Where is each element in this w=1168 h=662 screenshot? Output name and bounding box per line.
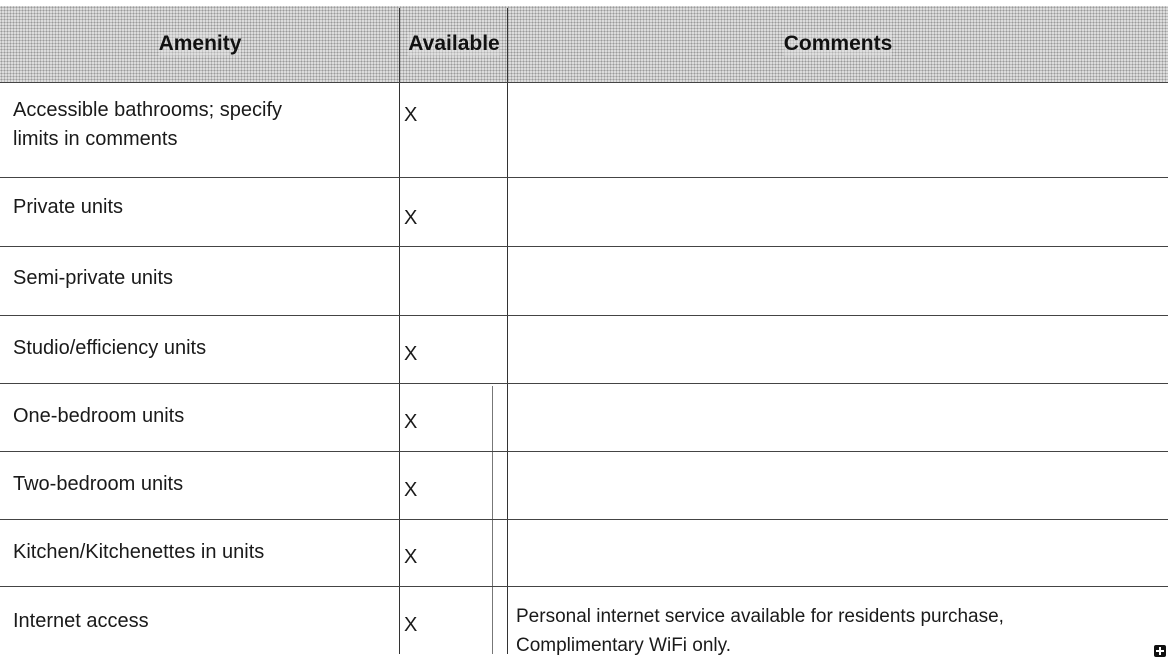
amenity-line: Internet access [13,610,149,632]
table-row-amenity [13,264,173,293]
header-comments [508,6,1168,82]
row-divider [0,451,1168,452]
available-mark: X [404,546,418,568]
row-divider [0,383,1168,384]
amenity-line: Two-bedroom units [13,473,184,495]
header-amenity [0,6,400,82]
amenity-line: Private units [13,196,124,218]
amenity-line: Accessible bathrooms; specify [13,99,283,121]
available-mark: X [404,104,418,126]
available-mark: X [404,479,418,501]
table-row-amenity [13,193,123,222]
table-row-amenity [13,607,149,636]
row-divider [0,177,1168,178]
column-divider-1 [399,8,400,654]
available-mark: X [404,343,418,365]
table-row-amenity [13,402,184,431]
table-row-amenity [13,96,282,154]
header-comments-label: Comments [783,32,893,55]
available-mark: X [404,207,418,229]
plus-square-icon [1154,645,1166,657]
amenity-line: Kitchen/Kitchenettes in units [13,541,265,563]
column-divider-2-shadow [492,386,493,654]
row-divider [0,315,1168,316]
amenity-line: One-bedroom units [13,405,185,427]
row-divider [0,82,1168,83]
header-amenity-label: Amenity [158,32,242,55]
table-row-amenity [13,538,264,567]
header-available [400,6,508,82]
table-row-amenity [13,470,183,499]
table-row-comment [516,602,1004,660]
amenity-line: Studio/efficiency units [13,337,207,359]
row-divider [0,246,1168,247]
table-row-amenity [13,334,206,363]
comment-line: Complimentary WiFi only. [516,635,732,656]
header-available-label: Available [408,32,500,55]
available-mark: X [404,614,418,636]
amenity-line: limits in comments [13,128,178,150]
row-divider [0,586,1168,587]
available-mark: X [404,411,418,433]
amenity-line: Semi-private units [13,267,174,289]
row-divider [0,519,1168,520]
comment-line: Personal internet service available for residents purchase, [516,606,1004,627]
column-divider-2 [507,8,508,654]
